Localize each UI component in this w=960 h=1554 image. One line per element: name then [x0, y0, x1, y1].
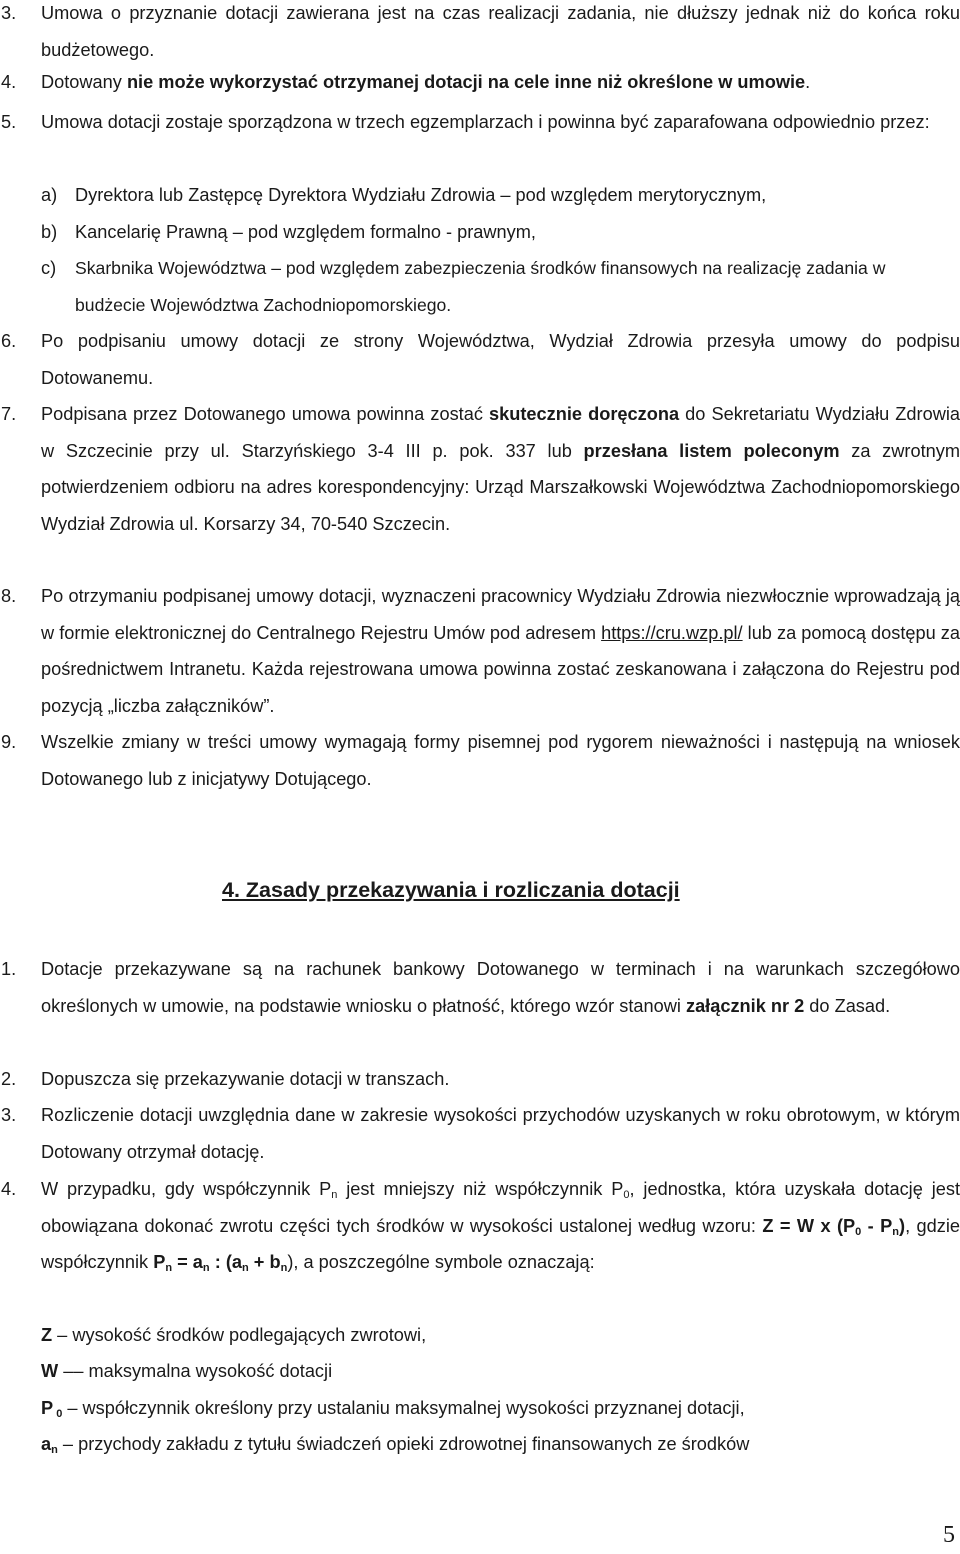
list-text [41, 951, 960, 1024]
text-run: Umowa dotacji zostaje sporządzona w trzech egzemplarzach i powinna być zaparafowana odpowiednio przez: [41, 112, 930, 132]
text-run: Dotacje przekazywane są na rachunek bankowy Dotowanego w terminach i na warunkach szczegółowo określonych w umowie, na podstawie wniosku o płatność, którego wzór stanowi [41, 959, 960, 1016]
list-number: 8. [1, 586, 17, 606]
list-text [41, 323, 960, 396]
text-run: Po otrzymaniu podpisanej umowy dotacji, wyznaczeni pracownicy Wydziału Zdrowia niezwłocznie wprowadzają ją w formie elektronicznej do Centralnego Rejestru Umów pod adresem [41, 586, 960, 643]
list-text [41, 104, 960, 141]
bold-text: P [153, 1252, 166, 1272]
text-run: Rozliczenie dotacji uwzględnia dane w zakresie wysokości przychodów uzyskanych w roku obrotowym, w którym Dotowany otrzymał dotację. [41, 1105, 960, 1162]
subscript: 0 [53, 1408, 63, 1420]
text-run: Umowa o przyznanie dotacji zawierana jest na czas realizacji zadania, nie dłuższy jednak niż do końca roku budżetowego. [41, 3, 960, 60]
bold-text: P [41, 1398, 54, 1418]
text-run: – wysokość środków podlegających zwrotowi, [52, 1325, 427, 1345]
definition-z [41, 1317, 426, 1354]
definition-an [41, 1426, 749, 1463]
list-number: 4. [1, 72, 17, 92]
text-run: Podpisana przez Dotowanego umowa powinna zostać [41, 404, 490, 424]
sub-item-label: b) [41, 222, 58, 242]
text-run: – współczynnik określony przy ustalaniu maksymalnej wysokości przyznanej dotacji, [62, 1398, 745, 1418]
sub-item-text: Skarbnika Województwa – pod względem zabezpieczenia środków finansowych na realizację zadania w budżecie Województwa Zachodniopomorskiego. [75, 258, 886, 315]
list-text [41, 1097, 960, 1170]
text-run: –– maksymalna wysokość dotacji [58, 1361, 333, 1381]
list-text [41, 578, 960, 724]
subscript: 0 [855, 1225, 862, 1238]
bold-text: = a [172, 1252, 203, 1272]
bold-text: przesłana listem poleconym [583, 440, 840, 461]
text-run: Dotowany [41, 72, 127, 92]
list-number: 1. [1, 959, 17, 979]
list-text [41, 1171, 960, 1281]
text-run: , gdzie współczynnik [41, 1215, 960, 1272]
bold-text: ) [899, 1215, 906, 1236]
text-run: za zwrotnym potwierdzeniem odbioru na adres korespondencyjny: Urząd Marszałkowski Województwa Zachodniopomorskiego Wydział Zdrowia ul. Korsarzy 34, 70-540 Szczecin. [41, 440, 960, 534]
list-text [41, 724, 960, 797]
list-text [41, 1061, 960, 1098]
section-heading: 4. Zasady przekazywania i rozliczania dotacji [222, 878, 680, 902]
bold-text: : (a [209, 1252, 242, 1272]
text-run: Wszelkie zmiany w treści umowy wymagają formy pisemnej pod rygorem nieważności i następują na wniosek Dotowanego lub z inicjatywy Dotującego. [41, 732, 960, 789]
text-run: ), a poszczególne symbole oznaczają: [287, 1252, 595, 1272]
list-text [41, 0, 960, 68]
list-number: 7. [1, 404, 17, 424]
bold-text: + b [248, 1252, 281, 1272]
bold-text: załącznik nr 2 [685, 995, 805, 1016]
subscript: n [202, 1262, 210, 1274]
subscript: n [280, 1262, 288, 1274]
list-number: 5. [1, 112, 17, 132]
text-run: do Sekretariatu Wydziału Zdrowia w Szczecinie przy ul. Starzyńskiego 3-4 III p. pok. 337 lub [41, 404, 960, 461]
list-number: 9. [1, 732, 17, 752]
sub-item-label: a) [41, 185, 58, 205]
definition-w [41, 1353, 332, 1390]
bold-text: skutecznie doręczona [489, 404, 680, 424]
page-number: 5 [943, 1522, 955, 1548]
subscript: 0 [623, 1189, 630, 1201]
list-number: 4. [1, 1179, 17, 1199]
sub-item-label: c) [41, 258, 57, 278]
list-number: 3. [1, 3, 17, 23]
list-number: 2. [1, 1069, 17, 1089]
sub-item-text: Dyrektora lub Zastępcę Dyrektora Wydziału Zdrowia – pod względem merytorycznym, [75, 185, 767, 205]
bold-text: a [41, 1434, 52, 1454]
bold-text: - P [861, 1215, 893, 1236]
text-run: – przychody zakładu z tytułu świadczeń opieki zdrowotnej finansowanych ze środków [57, 1434, 750, 1454]
url-link[interactable]: https://cru.wzp.pl/ [601, 622, 743, 643]
subscript: n [331, 1189, 338, 1201]
text-run: Dopuszcza się przekazywanie dotacji w transzach. [41, 1069, 450, 1089]
list-text [41, 64, 960, 101]
sub-item-text: Kancelarię Prawną – pod względem formalno - prawnym, [75, 222, 536, 242]
list-number: 3. [1, 1105, 17, 1125]
text-run: jest mniejszy niż współczynnik P [337, 1179, 624, 1199]
list-text [41, 396, 960, 542]
bold-text: nie może wykorzystać otrzymanej dotacji na cele inne niż określone w umowie [126, 72, 806, 92]
bold-text: W [41, 1361, 59, 1381]
text-run: Po podpisaniu umowy dotacji ze strony Województwa, Wydział Zdrowia przesyła umowy do podpisu Dotowanemu. [41, 331, 960, 388]
subscript: n [242, 1262, 249, 1274]
subscript: n [165, 1262, 173, 1274]
text-run: W przypadku, gdy współczynnik P [41, 1179, 332, 1199]
subscript: n [51, 1444, 58, 1456]
text-run: do Zasad. [804, 995, 891, 1016]
bold-text: Z = W x (P [762, 1215, 856, 1236]
list-number: 6. [1, 331, 17, 351]
text-run: , jednostka, która uzyskała dotację jest obowiązana dokonać zwrotu części tych środków w wysokości ustalonej według wzoru: [41, 1179, 960, 1236]
text-run: . [805, 72, 811, 92]
bold-text: Z [41, 1325, 53, 1345]
subscript: n [892, 1225, 899, 1238]
text-run: lub za pomocą dostępu za pośrednictwem Intranetu. Każda rejestrowana umowa powinna zostać zeskanowana i załączona do Rejestru pod pozycją „liczba załączników”. [41, 622, 960, 716]
definition-p0 [41, 1390, 745, 1427]
